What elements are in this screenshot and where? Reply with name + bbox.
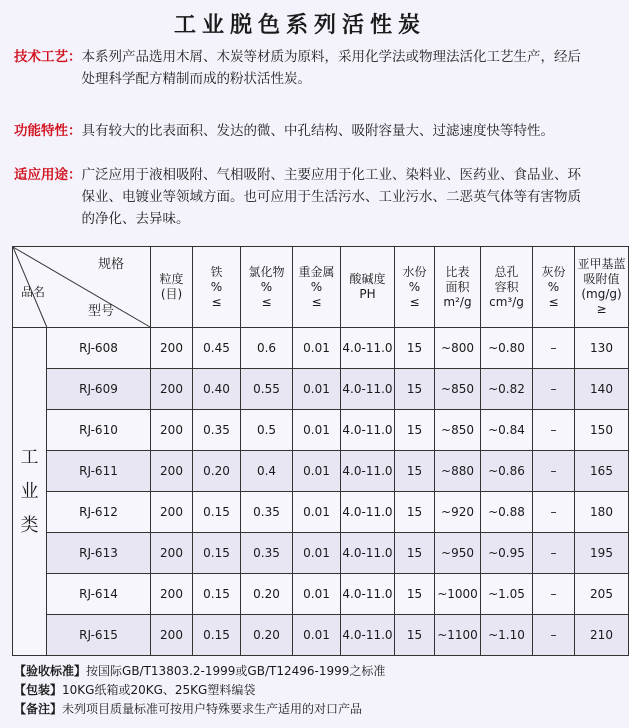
value-cell: ~880 xyxy=(435,451,481,492)
value-cell: 0.6 xyxy=(241,328,293,369)
table-row xyxy=(13,369,629,410)
value-cell: 0.35 xyxy=(193,410,241,451)
value-cell: 0.01 xyxy=(293,369,341,410)
value-cell: 200 xyxy=(151,451,193,492)
model-cell: RJ-613 xyxy=(47,533,151,574)
value-cell: 0.01 xyxy=(293,410,341,451)
category-char: 工 xyxy=(20,446,39,468)
value-cell: 15 xyxy=(395,574,435,615)
value-cell: 4.0-11.0 xyxy=(341,574,395,615)
value-cell: ~920 xyxy=(435,492,481,533)
value-cell: – xyxy=(533,492,575,533)
model-cell: RJ-614 xyxy=(47,574,151,615)
value-cell: ~0.82 xyxy=(481,369,533,410)
value-cell: ~850 xyxy=(435,410,481,451)
value-cell: – xyxy=(533,328,575,369)
features-label: 功能特性： xyxy=(14,123,82,139)
note-acceptance xyxy=(14,662,594,681)
value-cell: ~0.88 xyxy=(481,492,533,533)
value-cell: ~850 xyxy=(435,369,481,410)
value-cell: ~1.10 xyxy=(481,615,533,656)
value-cell: 200 xyxy=(151,410,193,451)
applications-section xyxy=(14,164,586,230)
table-row xyxy=(13,533,629,574)
value-cell: 0.15 xyxy=(193,533,241,574)
features-section xyxy=(14,120,586,142)
value-cell: ~1100 xyxy=(435,615,481,656)
note-acceptance-key: 【验收标准】 xyxy=(14,664,87,678)
technology-section xyxy=(14,46,586,90)
value-cell: 0.15 xyxy=(193,574,241,615)
value-cell: 200 xyxy=(151,574,193,615)
model-cell: RJ-610 xyxy=(47,410,151,451)
applications-label: 适应用途： xyxy=(14,167,82,183)
value-cell: ~0.84 xyxy=(481,410,533,451)
notes-block xyxy=(14,662,594,719)
technology-label: 技术工艺： xyxy=(14,49,82,65)
value-cell: 195 xyxy=(575,533,629,574)
value-cell: 0.35 xyxy=(241,533,293,574)
value-cell: 0.20 xyxy=(241,574,293,615)
corner-model-label: 型号 xyxy=(87,304,114,319)
value-cell: 150 xyxy=(575,410,629,451)
corner-category-label: 品名 xyxy=(21,285,46,299)
column-header: 氯化物 % ≤ xyxy=(241,247,293,328)
value-cell: 200 xyxy=(151,533,193,574)
value-cell: ~0.86 xyxy=(481,451,533,492)
model-cell: RJ-611 xyxy=(47,451,151,492)
value-cell: 15 xyxy=(395,410,435,451)
column-header: 比表 面积 m²/g xyxy=(435,247,481,328)
note-packaging-key: 【包装】 xyxy=(14,683,63,697)
value-cell: 4.0-11.0 xyxy=(341,533,395,574)
corner-spec-label: 规格 xyxy=(97,257,124,272)
value-cell: ~1.05 xyxy=(481,574,533,615)
table-row xyxy=(13,615,629,656)
value-cell: 15 xyxy=(395,369,435,410)
value-cell: 0.01 xyxy=(293,615,341,656)
value-cell: 15 xyxy=(395,615,435,656)
value-cell: 205 xyxy=(575,574,629,615)
column-header: 铁 % ≤ xyxy=(193,247,241,328)
table-row xyxy=(13,574,629,615)
value-cell: 0.40 xyxy=(193,369,241,410)
value-cell: 180 xyxy=(575,492,629,533)
column-header: 酸碱度 PH xyxy=(341,247,395,328)
value-cell: – xyxy=(533,574,575,615)
model-cell: RJ-609 xyxy=(47,369,151,410)
table-row xyxy=(13,451,629,492)
value-cell: 15 xyxy=(395,533,435,574)
value-cell: 4.0-11.0 xyxy=(341,451,395,492)
value-cell: 4.0-11.0 xyxy=(341,492,395,533)
applications-text: 广泛应用于液相吸附、气相吸附、主要应用于化工业、染料业、医药业、食品业、环保业、电镀业等领域方面。也可应用于生活污水、工业污水、二恶英气体等有害物质的净化、去异味。 xyxy=(81,167,581,227)
value-cell: 15 xyxy=(395,328,435,369)
page-title: 工业脱色系列活性炭 xyxy=(173,13,426,38)
value-cell: 0.01 xyxy=(293,533,341,574)
value-cell: ~0.95 xyxy=(481,533,533,574)
value-cell: 200 xyxy=(151,328,193,369)
table-header-row xyxy=(13,247,629,328)
value-cell: ~950 xyxy=(435,533,481,574)
value-cell: 200 xyxy=(151,369,193,410)
value-cell: – xyxy=(533,615,575,656)
value-cell: 0.55 xyxy=(241,369,293,410)
value-cell: – xyxy=(533,451,575,492)
value-cell: 0.20 xyxy=(241,615,293,656)
value-cell: 4.0-11.0 xyxy=(341,615,395,656)
value-cell: 4.0-11.0 xyxy=(341,369,395,410)
value-cell: 200 xyxy=(151,492,193,533)
note-packaging xyxy=(14,681,594,700)
value-cell: 210 xyxy=(575,615,629,656)
value-cell: 200 xyxy=(151,615,193,656)
value-cell: 0.45 xyxy=(193,328,241,369)
technology-text: 本系列产品选用木屑、木炭等材质为原料，采用化学法或物理法活化工艺生产，经后处理科学配方精制而成的粉状活性炭。 xyxy=(81,49,581,87)
value-cell: – xyxy=(533,410,575,451)
note-packaging-text: 10KG纸箱或20KG、25KG塑料编袋 xyxy=(62,683,256,697)
value-cell: 0.01 xyxy=(293,451,341,492)
note-remark xyxy=(14,700,594,719)
value-cell: 15 xyxy=(395,451,435,492)
model-cell: RJ-612 xyxy=(47,492,151,533)
value-cell: ~1000 xyxy=(435,574,481,615)
column-header: 水份 % ≤ xyxy=(395,247,435,328)
value-cell: 0.35 xyxy=(241,492,293,533)
table-row xyxy=(13,328,629,369)
value-cell: 0.4 xyxy=(241,451,293,492)
column-header: 重金属 % ≤ xyxy=(293,247,341,328)
features-text: 具有较大的比表面积、发达的微、中孔结构、吸附容量大、过滤速度快等特性。 xyxy=(81,123,554,139)
value-cell: 15 xyxy=(395,492,435,533)
value-cell: 0.01 xyxy=(293,328,341,369)
note-acceptance-text: 按国际GB/T13803.2-1999或GB/T12496-1999之标准 xyxy=(86,664,386,678)
corner-cell xyxy=(13,247,151,328)
value-cell: 0.15 xyxy=(193,615,241,656)
value-cell: 130 xyxy=(575,328,629,369)
table-row xyxy=(13,410,629,451)
value-cell: 0.01 xyxy=(293,492,341,533)
value-cell: 0.5 xyxy=(241,410,293,451)
value-cell: 0.01 xyxy=(293,574,341,615)
value-cell: – xyxy=(533,533,575,574)
category-char: 业 xyxy=(20,480,39,502)
value-cell: ~800 xyxy=(435,328,481,369)
column-header: 灰份 % ≤ xyxy=(533,247,575,328)
value-cell: 4.0-11.0 xyxy=(341,328,395,369)
value-cell: – xyxy=(533,369,575,410)
value-cell: 0.15 xyxy=(193,492,241,533)
table-body xyxy=(13,328,629,656)
value-cell: 165 xyxy=(575,451,629,492)
value-cell: ~0.80 xyxy=(481,328,533,369)
note-remark-key: 【备注】 xyxy=(14,702,63,716)
column-header: 总孔 容积 cm³/g xyxy=(481,247,533,328)
spec-table xyxy=(12,246,629,656)
column-header: 粒度 (目) xyxy=(151,247,193,328)
model-cell: RJ-615 xyxy=(47,615,151,656)
model-cell: RJ-608 xyxy=(47,328,151,369)
value-cell: 140 xyxy=(575,369,629,410)
category-cell xyxy=(13,328,47,656)
value-cell: 4.0-11.0 xyxy=(341,410,395,451)
column-header: 亚甲基蓝 吸附值 (mg/g) ≥ xyxy=(575,247,629,328)
value-cell: 0.20 xyxy=(193,451,241,492)
table-row xyxy=(13,492,629,533)
category-char: 类 xyxy=(20,514,39,536)
note-remark-text: 未列项目质量标准可按用户特殊要求生产适用的对口产品 xyxy=(62,702,363,716)
